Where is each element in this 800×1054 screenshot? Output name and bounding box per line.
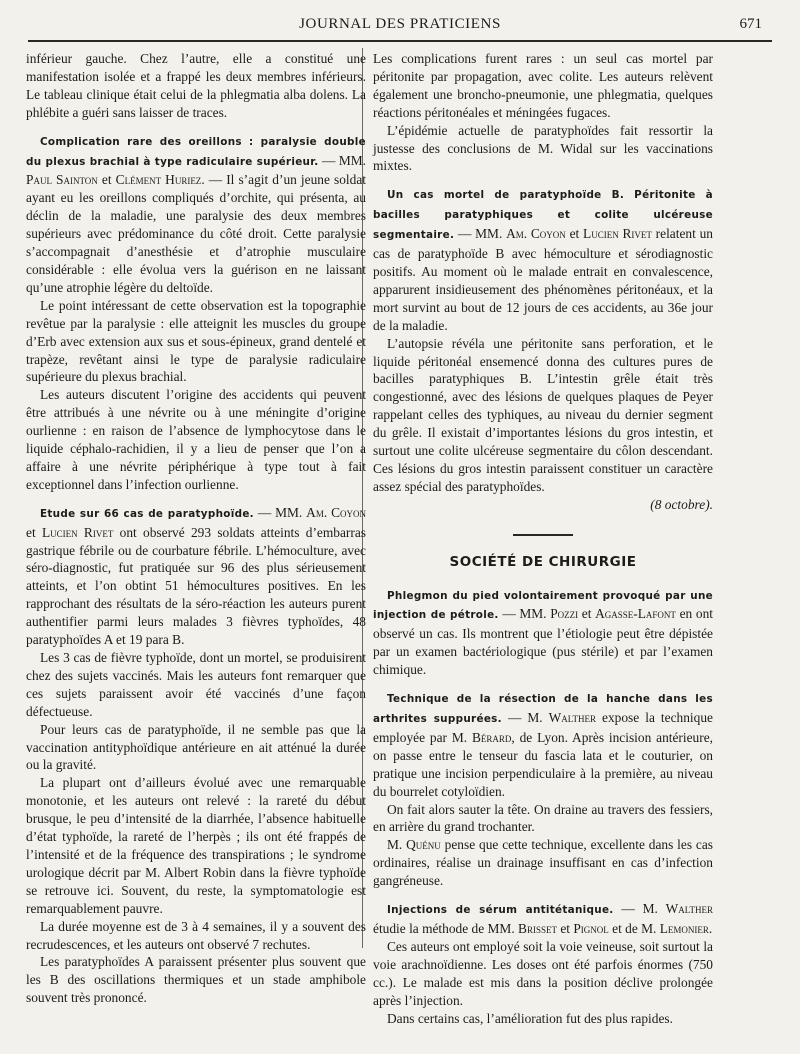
author-name: Pignol: [573, 920, 609, 936]
article-paratyphoide-66-cas: Etude sur 66 cas de paratyphoïde. — MM. Am. Coyon et Lucien Rivet ont observé 293 soldats atteints d’embarras gastrique fébrile ou de courbature fébrile. L’hémoculture, avec séro-diagnostic, fut pratiquée sur 96 des plus sérieusement atteints, et l’on obtint 51 hémocultures positives. En les rapprochant des résultats de la séro-réaction les auteurs purent authentifier parmi leurs malades 3 fièvres typhoïdes, 48 paratyphoïdes A et 19 para B.: [26, 504, 366, 648]
paragraph: Dans certains cas, l’amélioration fut des plus rapides.: [387, 1010, 673, 1026]
article-rubric: Injections de sérum antitétanique.: [387, 904, 614, 917]
paragraph: inférieur gauche. Chez l’autre, elle a constitué une manifestation isolée et a frappé les deux membres inférieurs. Le tableau clinique était celui de la phlegmatia alba dolens. La phlébite a guéri sans laisser de traces.: [26, 51, 366, 120]
paragraph: Pour leurs cas de paratyphoïde, il ne semble pas que la vaccination antityphoïdique antérieure en ait atténué la durée ou la gravité.: [26, 721, 366, 773]
paragraph: L’épidémie actuelle de paratyphoïdes fait ressortir la justesse des conclusions de M. Widal sur les vaccinations mixtes.: [373, 122, 713, 174]
author-name: Agasse-Lafont: [595, 606, 676, 622]
page-header: [28, 14, 772, 36]
right-column: [373, 50, 713, 1027]
author-name: Am. Coyon: [506, 226, 566, 242]
author-name: Lucien Rivet: [41, 524, 114, 540]
paragraph: La plupart ont d’ailleurs évolué avec une remarquable monotonie, et les auteurs ont relevé : la rareté du début brusque, le peu d’intensité de la diarrhée, l’absence habituelle d’état typhoïde, la rareté de l’herpès ; ils ont été frappés de l’intensité et de la fréquence des transpirations ; le syndrome urologique décrit par M. Albert Robin dans la fièvre typhoïde se retrouve ici. Souvent, du reste, la symptomatologie est remarquablement pauvre.: [26, 775, 366, 916]
running-title: JOURNAL DES PRATICIENS: [299, 16, 501, 32]
article-rubric: Complication rare des oreillons : paralysie double du plexus brachial à type radiculaire supérieur.: [26, 135, 366, 168]
paragraph: Les auteurs discutent l’origine des accidents qui peuvent être attribués à une névrite ou à une méningite d’origine ourlienne : en raison de l’absence de lymphocytose dans le liquide céphalo-rachidien, il y a lieu de penser que l’on a affaire à une névrite périphérique à type tout à fait exceptionnel dans l’infection ourlienne.: [26, 387, 366, 492]
header-rule: [28, 40, 772, 42]
paragraph: Ces auteurs ont employé soit la voie veineuse, soit surtout la voie arachnoïdienne. Les doses ont été parfois énormes (750 cc.). Le malade est mis dans la position déclive prolongée après l’injection.: [373, 938, 713, 1008]
author-name: Am. Coyon: [306, 504, 366, 520]
author-name: Lucien Rivet: [583, 226, 652, 242]
article-complication-oreillons: Complication rare des oreillons : paralysie double du plexus brachial à type radiculaire supérieur. — MM. Paul Sainton et Clément Huriez. — Il s’agit d’un jeune soldat ayant eu les oreillons compliqués d’orchite, qui présenta, au déclin de la maladie, une paralysie des deux membres supérieurs avec prédominance du côté droit. Cette paralysie s’accompagnait d’anesthésie et d’atrophie musculaire considérable : elle évolua vers la guérison en ne laissant qu’une atrophie légère du deltoïde.: [26, 135, 366, 295]
page-number: 671: [739, 16, 762, 32]
paragraph: On fait alors sauter la tête. On draine au travers des fessiers, en arrière du grand trochanter.: [373, 801, 713, 835]
paragraph: Les complications furent rares : un seul cas mortel par péritonite par propagation, avec colite. Les auteurs relèvent également une broncho-pneumonie, une phlegmatia, quelques réactions péritonéales et méningées fugaces.: [373, 51, 713, 120]
paragraph: La durée moyenne est de 3 à 4 semaines, il y a souvent des recrudescences, et les auteurs ont observé 7 rechutes.: [26, 918, 366, 952]
author-name: Brisset: [518, 920, 557, 936]
author-name: Walther: [548, 710, 596, 725]
date-note: (8 octobre).: [650, 496, 713, 512]
paragraph: M. Quénu pense que cette technique, excellente dans les cas ordinaires, réalise un drainage insuffisant en cas d’infection gangréneuse.: [373, 837, 713, 889]
left-column: [26, 50, 366, 1007]
paragraph: L’autopsie révéla une péritonite sans perforation, et le liquide péritonéal ensemencé donna des cultures pures de bacilles paratyphiques B. L’intestin grêle était très congestionné, avec des lésions de quelques plaques de Peyer rappelant celles des typhiques, au niveau du dernier segment du grêle. Il existait d’importantes lésions du gros intestin, et surtout une colite ulcéreuse segmentaire du côlon descendant. Ces lésions du gros intestin paraissent constituer un caractère assez spécial des paratyphoïdes.: [373, 335, 713, 494]
section-separator: [513, 534, 573, 536]
author-name: Clément Huriez: [115, 172, 202, 188]
author-name: Walther: [665, 901, 713, 917]
article-rubric: Technique de la résection de la hanche dans les arthrites suppurées.: [373, 693, 713, 725]
article-paratyphoide-b-mortel: Un cas mortel de paratyphoïde B. Péritonite à bacilles paratyphiques et colite ulcéreuse segmentaire. — MM. Am. Coyon et Lucien Rivet relatent un cas de paratyphoïde B avec hémoculture et sérodiagnostic positifs. Au moment où le malade entrait en convalescence, apparurent insidieusement des phénomènes péritonéaux, et la mort survint au bout de 12 jours de ces accidents, au 36e jour de la maladie.: [373, 189, 713, 333]
article-rubric: Etude sur 66 cas de paratyphoïde.: [40, 507, 254, 520]
author-name: Lemonier: [659, 920, 709, 936]
article-phlegmon-pied: Phlegmon du pied volontairement provoqué par une injection de pétrole. — MM. Pozzi et Agasse-Lafont en ont observé un cas. Ils montrent que l’étiologie peut être dépistée par un examen bactériologique (pus stérile) et par l’examen chimique.: [373, 589, 713, 678]
author-name: Bérard: [471, 729, 512, 745]
author-name: Pozzi: [550, 606, 579, 622]
section-title: SOCIÉTÉ DE CHIRURGIE: [449, 553, 637, 570]
article-rubric: Un cas mortel de paratyphoïde B. Péritonite à bacilles paratyphiques et colite ulcéreuse segmentaire.: [373, 189, 713, 242]
paragraph: Les paratyphoïdes A paraissent présenter plus souvent que les B des oscillations thermiques et un stade amphibole souvent très prononcé.: [26, 954, 366, 1006]
paragraph: Le point intéressant de cette observation est la topographie revêtue par la paralysie : elle atteignit les muscles du groupe d’Erb avec extension aux sus et sous-épineux, grand dentelé et trapèze, revêtant ainsi le type de paralysie radiculaire supérieure du plexus brachial.: [26, 297, 366, 385]
author-name: Quénu: [406, 837, 441, 853]
article-rubric: Phlegmon du pied volontairement provoqué par une injection de pétrole.: [373, 589, 713, 622]
article-resection-hanche: Technique de la résection de la hanche dans les arthrites suppurées. — M. Walther expose la technique employée par M. Bérard, de Lyon. Après incision antérieure, on passe entre le tenseur du fascia lata et le couturier, on pratique une incision perpendiculaire à la première, au niveau du bourrelet cotyloïdien.: [373, 693, 713, 799]
article-serum-antitetanique: Injections de sérum antitétanique. — M. Walther étudie la méthode de MM. Brisset et Pignol et de M. Lemonier.: [373, 901, 713, 936]
paragraph: Les 3 cas de fièvre typhoïde, dont un mortel, se produisirent chez des sujets vaccinés. Mais les auteurs font remarquer que ces sujets paraissent avoir été vaccinés d’une façon défectueuse.: [26, 650, 366, 719]
author-name: Paul Sainton: [26, 172, 98, 188]
